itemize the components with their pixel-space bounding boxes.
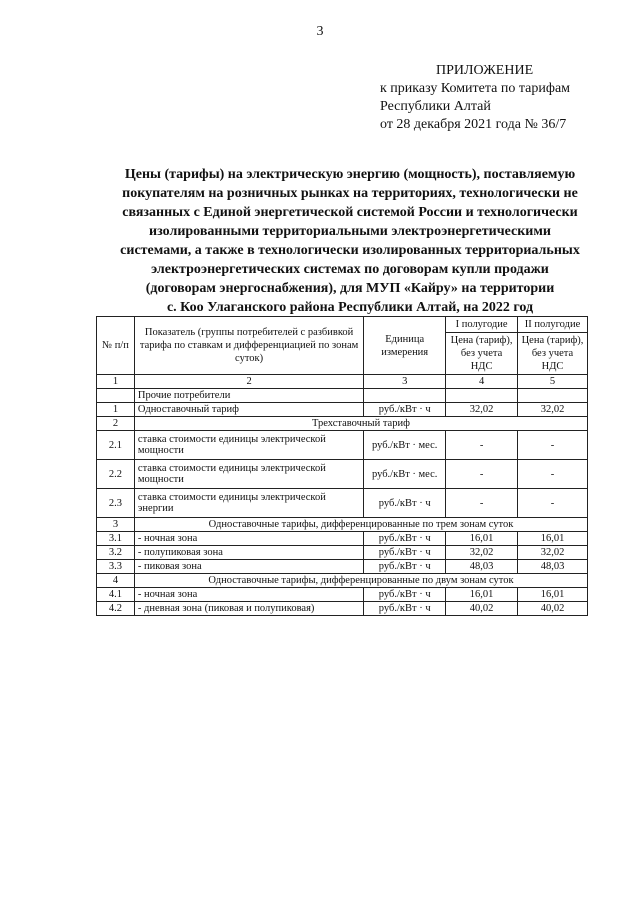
table-row (97, 431, 588, 460)
document-title (90, 165, 610, 317)
row-indicator: - полупиковая зона (134, 546, 363, 560)
section-title: Одноставочные тарифы, дифференцированные по двум зонам суток (134, 574, 587, 588)
row-unit: руб./кВт · ч (364, 588, 446, 602)
row-number: 4.2 (97, 602, 135, 616)
table-row (97, 532, 588, 546)
section-title: Трехставочный тариф (134, 417, 587, 431)
row-price-h1 (446, 389, 518, 403)
row-unit: руб./кВт · ч (364, 532, 446, 546)
row-indicator: Прочие потребители (134, 389, 363, 403)
row-price-h1: 48,03 (446, 560, 518, 574)
row-number: 3 (97, 518, 135, 532)
title-line: с. Коо Улаганского района Республики Алтай, на 2022 год (166, 300, 534, 315)
row-number: 1 (97, 403, 135, 417)
row-price-h1: - (446, 431, 518, 460)
row-indicator: Одноставочный тариф (134, 403, 363, 417)
row-number: 2 (97, 417, 135, 431)
header-half2: II полугодие (518, 317, 588, 333)
table-row (97, 417, 588, 431)
table-row (97, 602, 588, 616)
section-title: Одноставочные тарифы, дифференцированные по трем зонам суток (134, 518, 587, 532)
row-price-h2: - (518, 431, 588, 460)
column-number: 4 (446, 375, 518, 389)
table-row (97, 546, 588, 560)
title-line: изолированными территориальными электроэнергетическими (149, 224, 551, 239)
row-number (97, 389, 135, 403)
header-indicator: Показатель (группы потребителей с разбивкой тарифа по ставкам и дифференциацией по зонам суток) (134, 317, 363, 375)
row-price-h2: 32,02 (518, 546, 588, 560)
row-price-h2: 40,02 (518, 602, 588, 616)
row-unit: руб./кВт · ч (364, 403, 446, 417)
appendix-line: от 28 декабря 2021 года № 36/7 (380, 117, 567, 132)
table-body (97, 389, 588, 616)
title-line: системами, а также в технологически изолированных территориальных (120, 243, 580, 258)
row-indicator: - ночная зона (134, 532, 363, 546)
page-number: 3 (316, 24, 324, 39)
row-number: 4.1 (97, 588, 135, 602)
header-num: № п/п (97, 317, 135, 375)
row-indicator: ставка стоимости единицы электрической мощности (134, 431, 363, 460)
title-line: (договорам энергоснабжения), для МУП «Кайру» на территории (145, 281, 555, 296)
column-number: 3 (364, 375, 446, 389)
row-unit: руб./кВт · мес. (364, 431, 446, 460)
row-number: 3.2 (97, 546, 135, 560)
row-number: 2.3 (97, 489, 135, 518)
table-row (97, 460, 588, 489)
row-price-h2 (518, 389, 588, 403)
row-price-h2: - (518, 460, 588, 489)
row-unit: руб./кВт · ч (364, 489, 446, 518)
table-row (97, 403, 588, 417)
row-indicator: - пиковая зона (134, 560, 363, 574)
table-row (97, 518, 588, 532)
row-indicator: - дневная зона (пиковая и полупиковая) (134, 602, 363, 616)
row-price-h2: 32,02 (518, 403, 588, 417)
appendix-line: Республики Алтай (380, 99, 491, 114)
title-line: связанных с Единой энергетической системой России и технологически (122, 205, 578, 220)
header-price2: Цена (тариф), без учета НДС (518, 333, 588, 375)
column-number: 5 (518, 375, 588, 389)
row-unit: руб./кВт · ч (364, 546, 446, 560)
header-half1: I полугодие (446, 317, 518, 333)
row-unit: руб./кВт · ч (364, 560, 446, 574)
row-price-h1: - (446, 489, 518, 518)
table-row (97, 588, 588, 602)
row-number: 2.2 (97, 460, 135, 489)
header-price1: Цена (тариф), без учета НДС (446, 333, 518, 375)
row-price-h1: - (446, 460, 518, 489)
table-row (97, 389, 588, 403)
row-price-h1: 32,02 (446, 546, 518, 560)
header-unit: Единица измерения (364, 317, 446, 375)
row-price-h1: 32,02 (446, 403, 518, 417)
appendix-heading: ПРИЛОЖЕНИЕ (436, 63, 534, 78)
row-price-h2: 48,03 (518, 560, 588, 574)
row-price-h2: - (518, 489, 588, 518)
table-row (97, 560, 588, 574)
row-price-h2: 16,01 (518, 532, 588, 546)
column-number: 2 (134, 375, 363, 389)
row-indicator: - ночная зона (134, 588, 363, 602)
title-line: Цены (тарифы) на электрическую энергию (мощность), поставляемую (124, 167, 576, 182)
row-number: 4 (97, 574, 135, 588)
row-unit: руб./кВт · ч (364, 602, 446, 616)
row-price-h2: 16,01 (518, 588, 588, 602)
appendix-block (380, 62, 570, 134)
row-indicator: ставка стоимости единицы электрической мощности (134, 460, 363, 489)
row-number: 3.1 (97, 532, 135, 546)
title-line: электроэнергетических системах по договорам купли продажи (151, 262, 549, 277)
row-unit: руб./кВт · мес. (364, 460, 446, 489)
appendix-line: к приказу Комитета по тарифам (380, 81, 571, 96)
tariff-table (96, 316, 588, 616)
table-row (97, 574, 588, 588)
row-price-h1: 16,01 (446, 588, 518, 602)
title-line: покупателям на розничных рынках на территориях, технологически не (122, 186, 578, 201)
row-number: 3.3 (97, 560, 135, 574)
table-row (97, 489, 588, 518)
row-number: 2.1 (97, 431, 135, 460)
row-price-h1: 16,01 (446, 532, 518, 546)
row-price-h1: 40,02 (446, 602, 518, 616)
row-unit (364, 389, 446, 403)
row-indicator: ставка стоимости единицы электрической энергии (134, 489, 363, 518)
column-number: 1 (97, 375, 135, 389)
